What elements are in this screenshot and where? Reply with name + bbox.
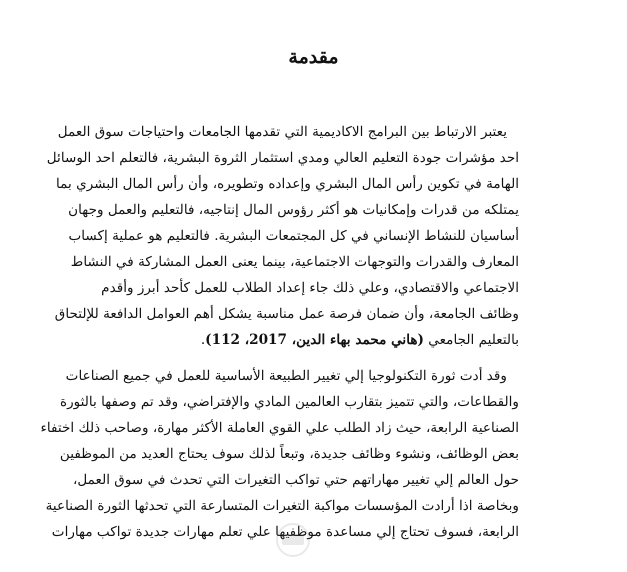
paragraph-2-line: وقد أدت ثورة التكنولوجيا إلي تغيير الطبيعة الأساسية للعمل في جميع الصناعات: [65, 368, 507, 384]
citation: (هاني محمد بهاء الدين، 2017، 112): [205, 332, 424, 348]
paragraph-1-line: الاجتماعي والاقتصادي، وعلي ذلك جاء إعداد الطلاب للعمل كأحد أبرز وأقدم: [101, 280, 519, 296]
paragraph-1-line: الهامة في تكوين رأس المال البشري وإعداده وتطويره، وأن رأس المال البشري بما: [55, 176, 519, 192]
paragraph-2-line: بعض الوظائف، ونشوء وظائف جديدة، وتبعاً لذلك سوف يحتاج العديد من الموظفين: [59, 446, 519, 462]
watermark-logo-icon: [258, 520, 328, 560]
paragraph-1-end-mark: .: [200, 332, 206, 348]
paragraph-2-line: وبخاصة اذا أرادت المؤسسات مواكبة التغيرات المتسارعة التي تحدثها الثورة الصناعية: [45, 498, 519, 514]
paragraph-2-line: حول العالم إلي تغيير مهاراتهم حتي تواكب التغيرات التي تحدث في سوق العمل،: [72, 472, 519, 488]
page-title: مقدمة: [288, 46, 339, 68]
paragraph-1-line: يعتبر الارتباط بين البرامج الاكاديمية التي تقدمها الجامعات واحتياجات سوق العمل: [57, 124, 507, 140]
paragraph-2-line: الرابعة، فسوف تحتاج إلي مساعدة موظفيها علي تعلم مهارات جديدة تواكب مهارات: [51, 524, 519, 540]
paragraph-1-line: يمتلكه من قدرات وإمكانيات هو أكثر رؤوس المال إنتاجيه، فالتعليم والعمل وجهان: [68, 202, 519, 218]
paragraph-1-line: احد مؤشرات جودة التعليم العالي ومدي استثمار الثروة البشرية، فالتعلم احد الوسائل: [46, 150, 519, 166]
paragraph-1-last-line: [108, 330, 519, 350]
paragraph-2-line: الصناعية الرابعة، حيث زاد الطلب علي القوي العاملة الأكثر مهارة، وصاحب ذلك اختفاء: [40, 420, 519, 436]
paragraph-1-last-text: بالتعليم الجامعي: [423, 332, 519, 348]
paragraph-1-line: أساسيان للنشاط الإنساني في كل المجتمعات البشرية. فالتعليم هو عملية إكساب: [68, 228, 519, 244]
paragraph-1-line: وظائف الجامعة، وأن ضمان فرصة عمل مناسبة يشكل أهم العوامل الدافعة للإلتحاق: [54, 306, 519, 322]
paragraph-1-line: المعارف والقدرات والتوجهات الاجتماعية، بينما يعنى العمل المشاركة في النشاط: [70, 254, 519, 270]
paragraph-2-line: والقطاعات، والتي تتميز بتقارب العالمين المادي والإفتراضي، وقد تم وصفها بالثورة: [59, 394, 519, 410]
